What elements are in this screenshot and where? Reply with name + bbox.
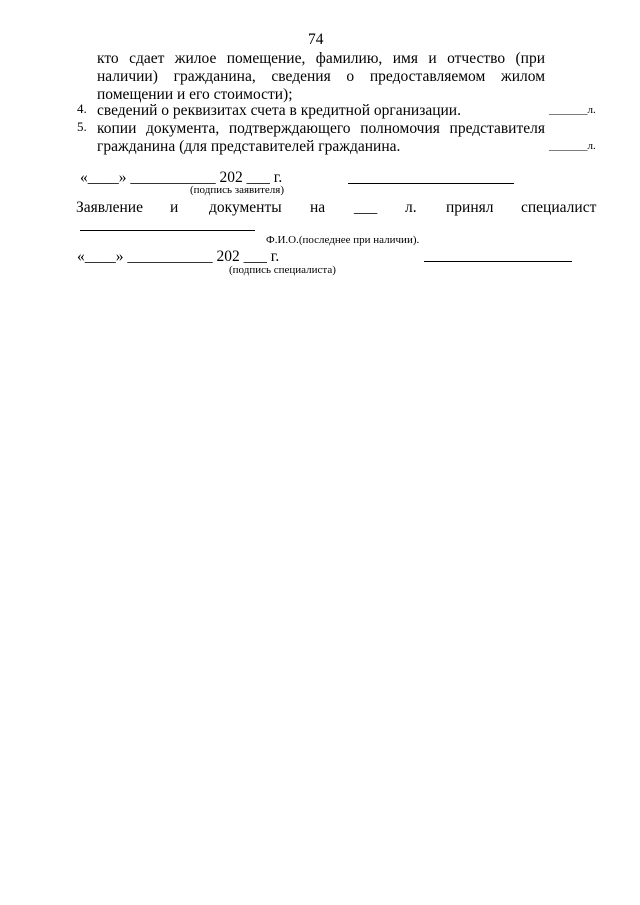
specialist-signature-caption: (подпись специалиста): [229, 264, 336, 276]
item-4-number: 4.: [77, 101, 87, 116]
applicant-signature-caption: (подпись заявителя): [190, 184, 285, 196]
accepted-word-1: Заявление: [76, 199, 143, 216]
applicant-signature-line: [348, 183, 514, 184]
accepted-pages-blank: ___: [354, 199, 378, 216]
item-continued-line-2: наличии) гражданина, сведения о предоставляемом жилом: [97, 68, 545, 85]
accepted-word-8: специалист: [521, 199, 597, 216]
specialist-fio-caption: Ф.И.О.(последнее при наличии).: [266, 234, 420, 246]
accepted-word-2: и: [170, 199, 179, 216]
item-5-line-1: копии документа, подтверждающего полномочия представителя: [97, 120, 545, 137]
accepted-word-3: документы: [209, 199, 282, 216]
specialist-date-line: «____» ___________ 202 ___ г.: [77, 248, 280, 265]
accepted-word-4: на: [310, 199, 326, 216]
item-continued-line-3: помещении и его стоимости);: [97, 86, 293, 103]
accepted-word-7: принял: [446, 199, 494, 216]
item-5-pages: _______л.: [549, 140, 596, 152]
item-4-text: сведений о реквизитах счета в кредитной организации.: [97, 102, 461, 119]
item-4-pages: _______л.: [549, 104, 596, 116]
item-5-number: 5.: [77, 119, 87, 134]
applicant-date-line: «____» ___________ 202 ___ г.: [80, 169, 283, 186]
specialist-fio-line: [80, 230, 255, 231]
accepted-word-6: л.: [405, 199, 417, 216]
item-5-line-2: гражданина (для представителей гражданина.: [97, 138, 401, 155]
page-number: 74: [308, 31, 324, 48]
specialist-signature-line: [424, 261, 572, 262]
item-continued-line-1: кто сдает жилое помещение, фамилию, имя и отчество (при: [97, 50, 545, 67]
